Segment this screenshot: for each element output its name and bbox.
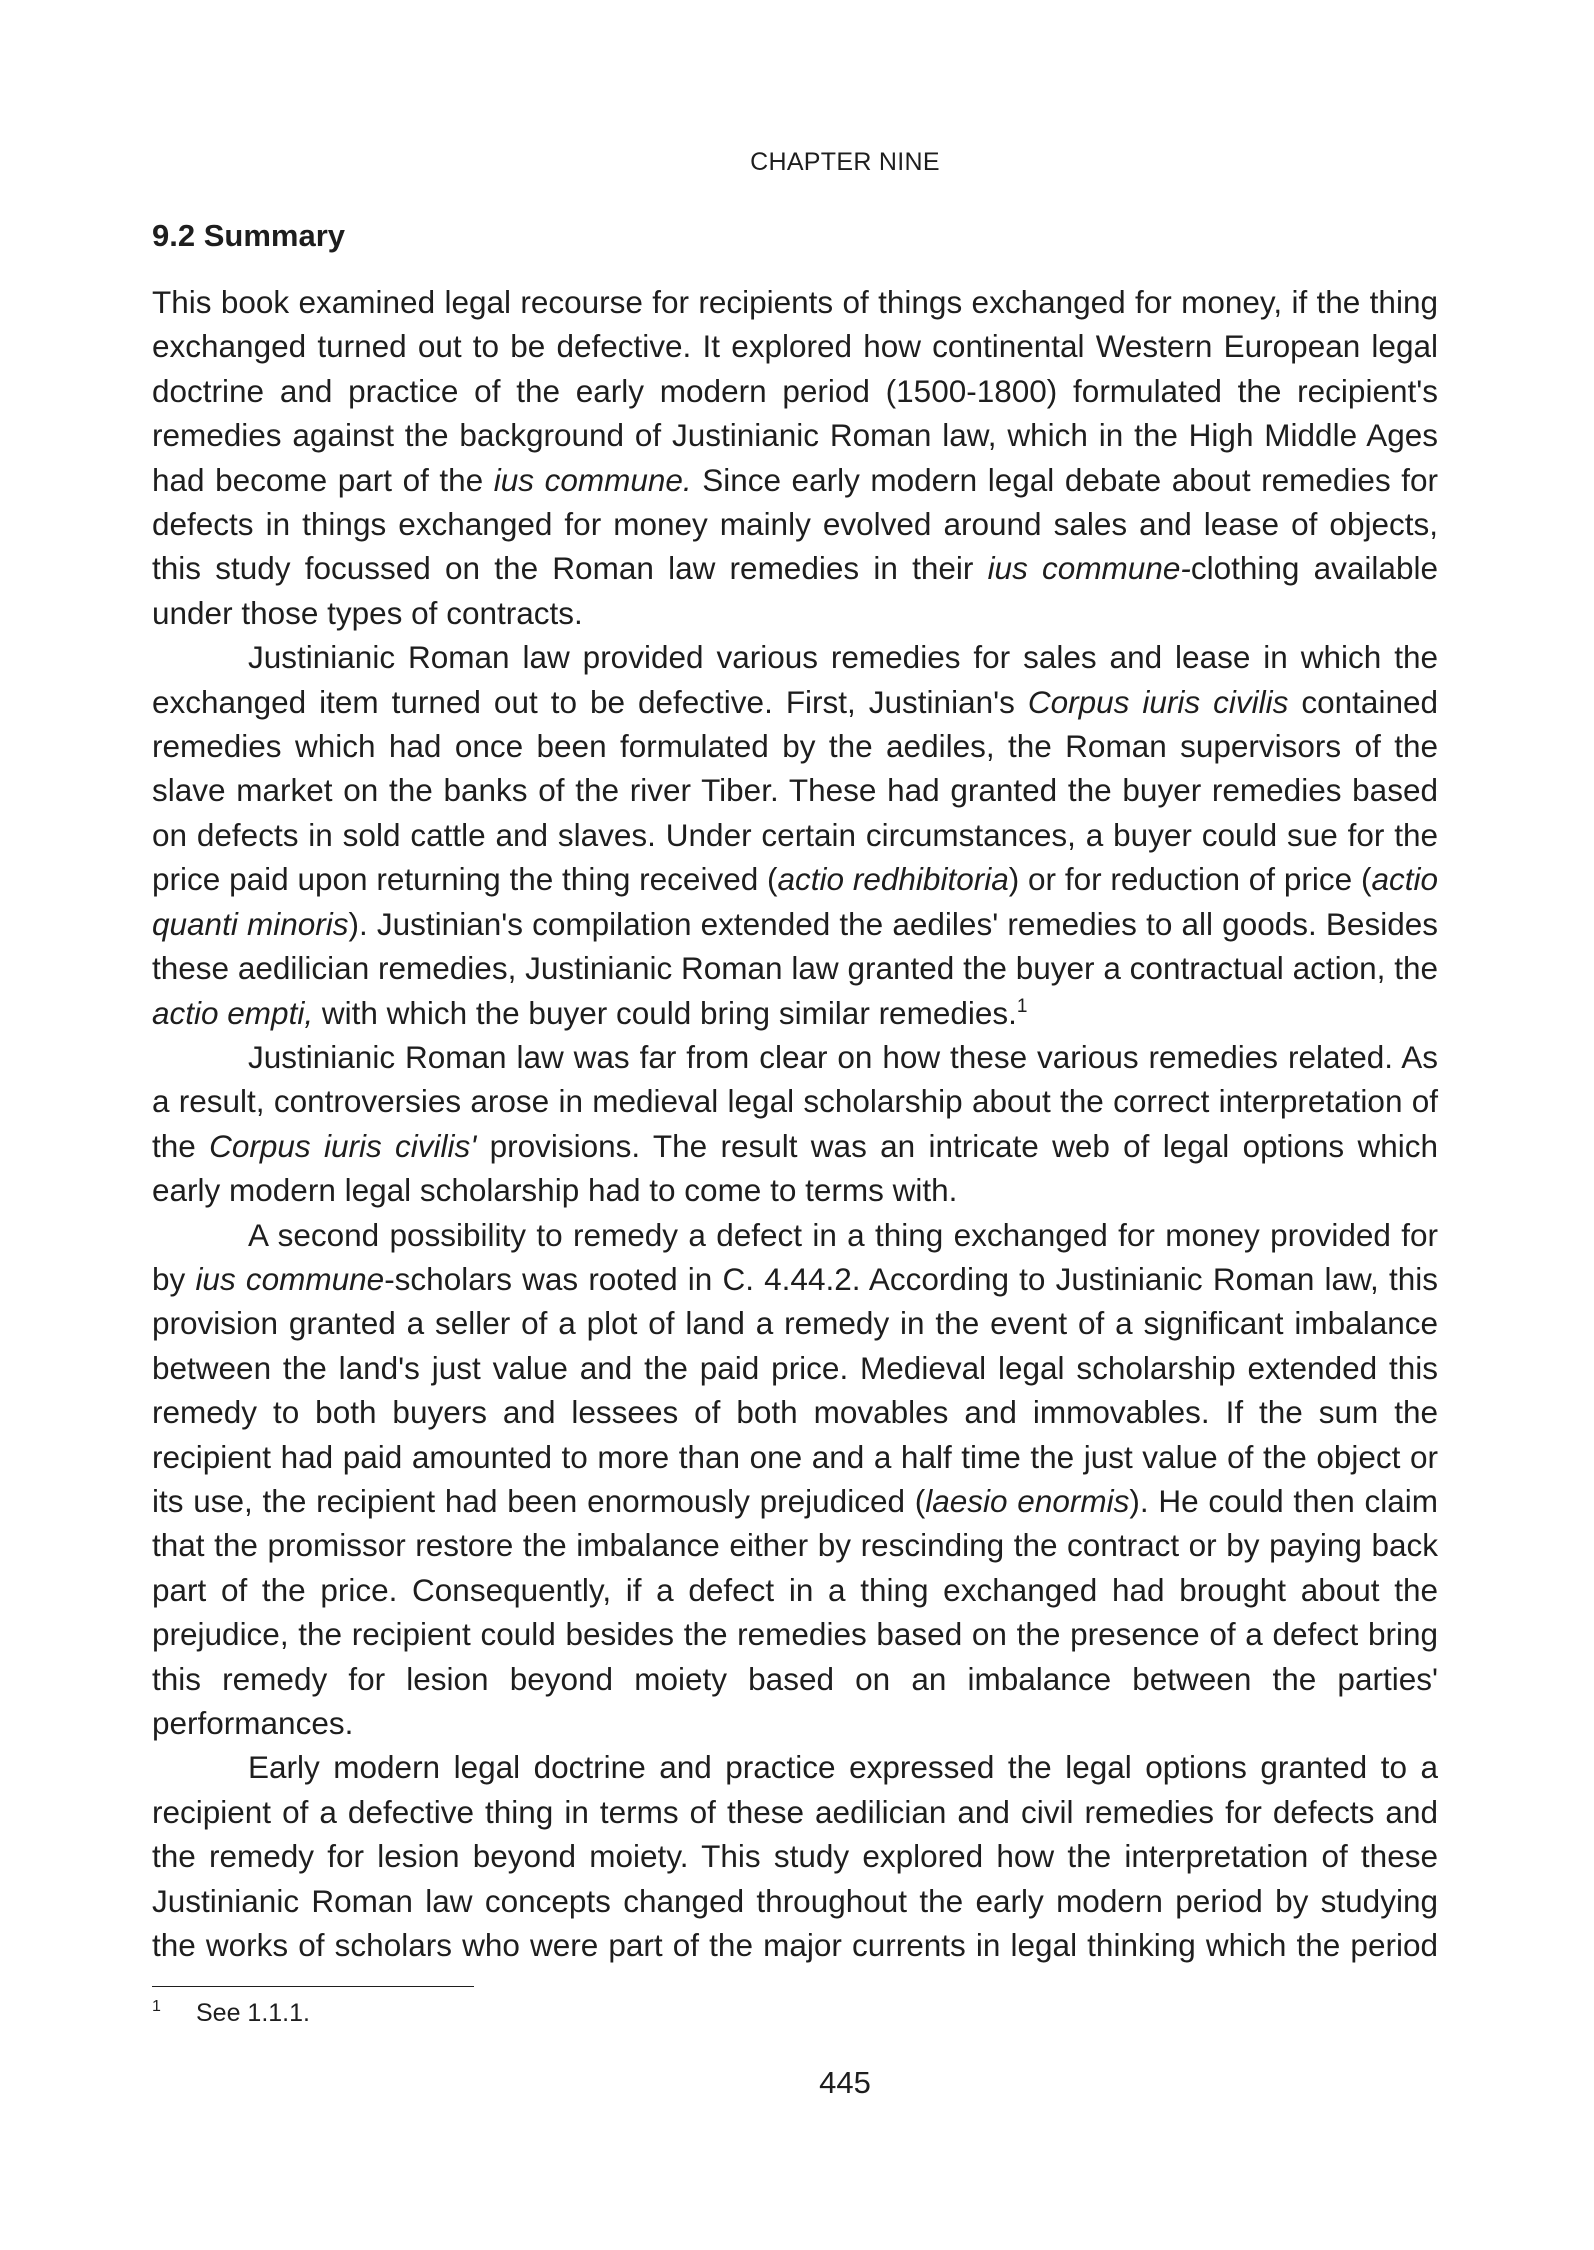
- italic-term: laesio enormis: [925, 1482, 1130, 1519]
- paragraph-5: [152, 1745, 1438, 1967]
- italic-term: actio quanti minoris: [152, 861, 1438, 942]
- text-run: Justinianic Roman law was far from clear on how these various remedies related. As a result, controversies arose in medieval legal scholarship about the correct interpretation of the: [152, 1038, 1438, 1164]
- text-run: Justinianic Roman law provided various remedies for sales and lease in which the exchanged item turned out to be defective. First, Justinian's: [152, 639, 1438, 720]
- page-number: 445: [819, 2065, 871, 2100]
- body-text: [152, 280, 1438, 1967]
- italic-term: actio redhibitoria: [777, 861, 1009, 898]
- paragraph-4: [152, 1213, 1438, 1746]
- paragraph-1: [152, 280, 1438, 635]
- footnote-reference[interactable]: 1: [1016, 995, 1028, 1017]
- text-run: contained remedies which had once been formulated by the aediles, the Roman supervisors of the slave market on the banks of the river Tiber. These had granted the buyer remedies based on defects in sold cattle and slaves. Under certain circumstances, a buyer could sue for the price paid upon returning the thing received (: [152, 683, 1439, 898]
- italic-term: ius commune-: [987, 550, 1191, 587]
- paragraph-2: [152, 635, 1438, 1035]
- text-run: Since early modern legal debate about remedies for defects in things exchanged for money mainly evolved around sales and lease of objects, this study focussed on the Roman law remedies in their: [152, 461, 1439, 587]
- footnote: 1 See 1.1.1.: [152, 1998, 310, 2027]
- footnote-text: See 1.1.1.: [196, 1999, 310, 2027]
- italic-term: ius commune: [195, 1260, 385, 1297]
- italic-term: Corpus iuris civilis': [209, 1127, 477, 1164]
- footnote-divider: [152, 1986, 474, 1987]
- text-run: with which the buyer could bring similar remedies.: [313, 994, 1017, 1031]
- paragraph-3: [152, 1035, 1438, 1213]
- text-run: ). He could then claim that the promissor restore the imbalance either by rescinding the contract or by paying back part of the price. Consequently, if a defect in a thing exchanged had brought about the prejudice, the recipient could besides the remedies based on the presence of a defect bring this remedy for lesion beyond moiety based on an imbalance between the parties' performances.: [152, 1482, 1438, 1741]
- italic-term: Corpus iuris civilis: [1027, 683, 1289, 720]
- text-run: clothing available under those types of contracts.: [152, 550, 1438, 631]
- section-heading: 9.2 Summary: [152, 218, 345, 253]
- italic-term: ius commune.: [493, 461, 692, 498]
- text-run: Early modern legal doctrine and practice expressed the legal options granted to a recipient of a defective thing in terms of these aedilician and civil remedies for defects and the remedy for lesion beyond moiety. This study explored how the interpretation of these Justinianic Roman law concepts changed throughout the early modern period by studying the works of scholars who were part of the major currents in legal thinking which the period: [152, 1749, 1438, 1964]
- text-run: ). Justinian's compilation extended the aediles' remedies to all goods. Besides these aedilician remedies, Justinianic Roman law granted the buyer a contractual action, the: [152, 905, 1438, 987]
- text-run: provisions. The result was an intricate web of legal options which early modern legal scholarship had to come to terms with.: [152, 1127, 1439, 1209]
- text-run: A second possibility to remedy a defect in a thing exchanged for money provided for by: [152, 1216, 1438, 1297]
- text-run: This book examined legal recourse for recipients of things exchanged for money, if the thing exchanged turned out to be defective. It explored how continental Western European legal doctrine and practice of the early modern period (1500-1800) formulated the recipient's remedies against the background of Justinianic Roman law, which in the High Middle Ages had become part of the: [152, 284, 1438, 498]
- text-run: ) or for reduction of price (: [1008, 861, 1372, 898]
- running-head: CHAPTER NINE: [750, 148, 940, 176]
- text-run: -scholars was rooted in C. 4.44.2. According to Justinianic Roman law, this provision granted a seller of a plot of land a remedy in the event of a significant imbalance between the land's just value and the paid price. Medieval legal scholarship extended this remedy to both buyers and lessees of both movables and immovables. If the sum the recipient had paid amounted to more than one and a half time the just value of the object or its use, the recipient had been enormously prejudiced (: [152, 1260, 1438, 1519]
- italic-term: actio empti,: [152, 994, 314, 1031]
